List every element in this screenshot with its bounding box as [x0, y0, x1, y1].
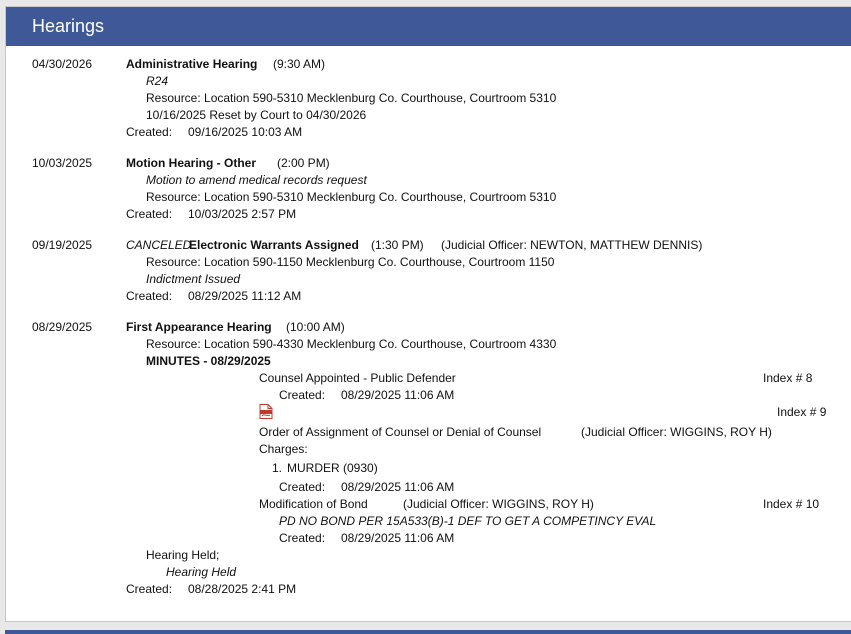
hearing-type: First Appearance Hearing — [126, 320, 272, 334]
created-value: 08/29/2025 11:06 AM — [341, 531, 455, 545]
hearing-result-label: Hearing Held; — [146, 548, 220, 562]
hearing-note: Indictment Issued — [146, 272, 241, 286]
minute-title: Modification of Bond — [259, 497, 368, 511]
hearing-status: CANCELED — [126, 238, 192, 252]
charges-label: Charges: — [259, 442, 308, 456]
minute-index: Index # 10 — [763, 497, 820, 511]
hearing-note: R24 — [146, 74, 169, 88]
hearing-time: (9:30 AM) — [273, 57, 326, 71]
next-panel-header-edge — [5, 630, 851, 634]
minutes-title: MINUTES - 08/29/2025 — [146, 354, 271, 368]
created-label: Created: — [279, 480, 326, 494]
hearing-resource: Resource: Location 590-5310 Mecklenburg Co. Courthouse, Courtroom 5310 — [146, 190, 557, 204]
created-label: Created: — [126, 125, 173, 139]
created-label: Created: — [126, 289, 173, 303]
created-label: Created: — [126, 582, 173, 596]
hearing-note: Motion to amend medical records request — [146, 173, 367, 187]
hearing-type: Administrative Hearing — [126, 57, 258, 71]
judicial-officer: (Judicial Officer: NEWTON, MATTHEW DENNIS) — [441, 238, 703, 252]
hearing-resource: Resource: Location 590-4330 Mecklenburg Co. Courthouse, Courtroom 4330 — [146, 337, 557, 351]
panel-title: Hearings — [6, 7, 851, 46]
hearing-type: Electronic Warrants Assigned — [189, 238, 359, 252]
created-value: 09/16/2025 10:03 AM — [188, 125, 303, 139]
created-label: Created: — [279, 388, 326, 402]
created-label: Created: — [126, 207, 173, 221]
created-label: Created: — [279, 531, 326, 545]
created-value: 10/03/2025 2:57 PM — [188, 207, 297, 221]
minute-title: Counsel Appointed - Public Defender — [259, 371, 456, 385]
hearing-date: 04/30/2026 — [32, 57, 93, 71]
charge-text: MURDER (0930) — [287, 461, 378, 475]
minute-index: Index # 8 — [763, 371, 813, 385]
minute-index: Index # 9 — [777, 405, 827, 419]
pdf-document-icon[interactable] — [259, 404, 273, 419]
hearing-time: (10:00 AM) — [286, 320, 345, 334]
hearing-type: Motion Hearing - Other — [126, 156, 256, 170]
judicial-officer: (Judicial Officer: WIGGINS, ROY H) — [581, 425, 772, 439]
hearing-date: 08/29/2025 — [32, 320, 93, 334]
created-value: 08/28/2025 2:41 PM — [188, 582, 297, 596]
hearing-reset: 10/16/2025 Reset by Court to 04/30/2026 — [146, 108, 367, 122]
charge-number: 1. — [272, 461, 283, 475]
minute-title: Order of Assignment of Counsel or Denial of Counsel — [259, 425, 542, 439]
hearing-time: (1:30 PM) — [371, 238, 424, 252]
hearing-resource: Resource: Location 590-5310 Mecklenburg Co. Courthouse, Courtroom 5310 — [146, 91, 557, 105]
minute-note: PD NO BOND PER 15A533(B)-1 DEF TO GET A COMPETINCY EVAL — [279, 514, 657, 528]
judicial-officer: (Judicial Officer: WIGGINS, ROY H) — [403, 497, 594, 511]
hearing-resource: Resource: Location 590-1150 Mecklenburg Co. Courthouse, Courtroom 1150 — [146, 255, 555, 269]
created-value: 08/29/2025 11:06 AM — [341, 480, 455, 494]
hearing-result: Hearing Held — [166, 565, 237, 579]
hearing-date: 09/19/2025 — [32, 238, 93, 252]
created-value: 08/29/2025 11:06 AM — [341, 388, 455, 402]
created-value: 08/29/2025 11:12 AM — [188, 289, 302, 303]
hearing-date: 10/03/2025 — [32, 156, 93, 170]
hearing-time: (2:00 PM) — [277, 156, 330, 170]
